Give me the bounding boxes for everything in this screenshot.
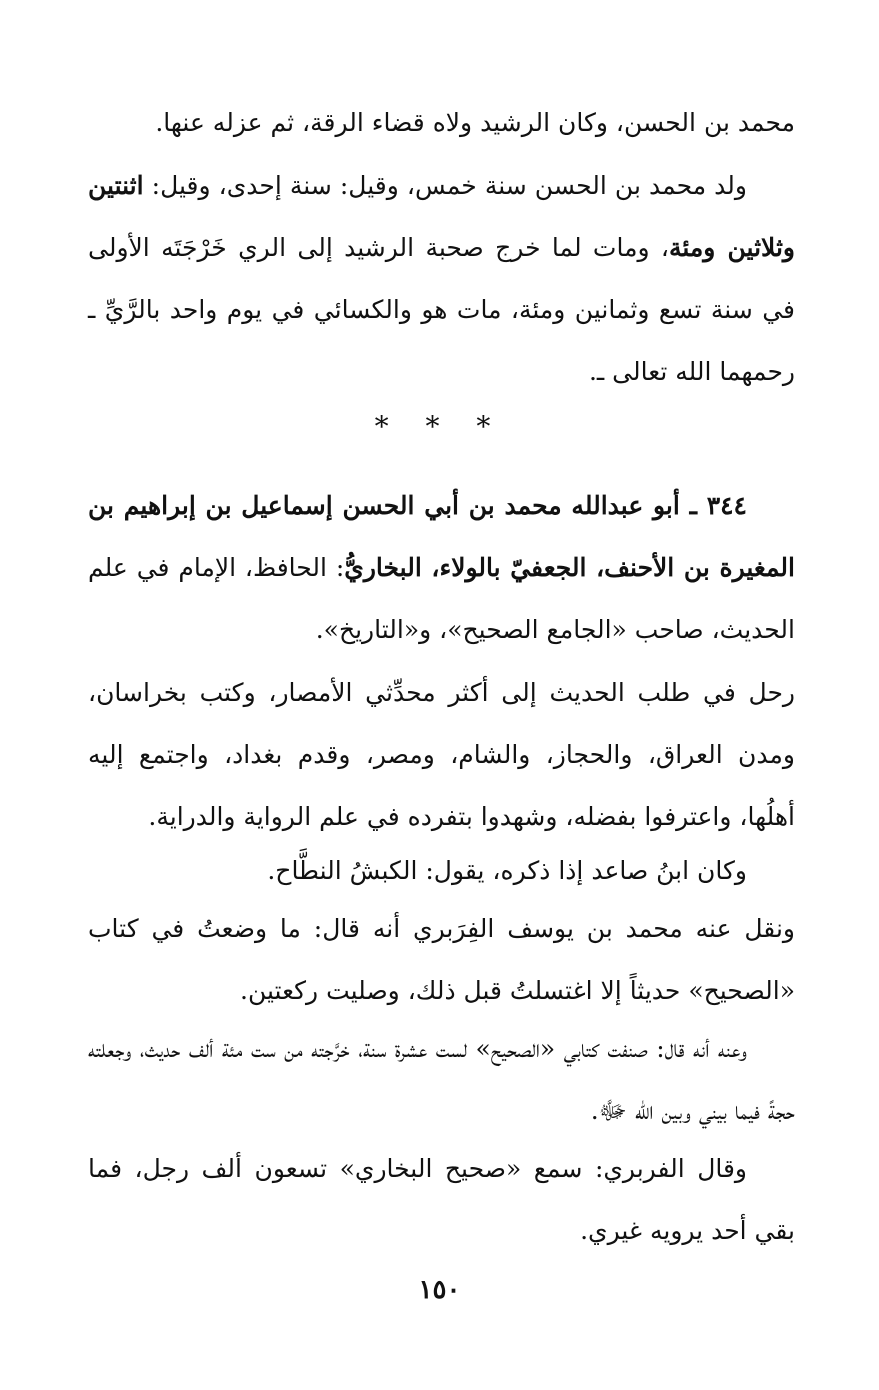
paragraph-text: محمد بن الحسن، وكان الرشيد ولاه قضاء الرقة، ثم عزله عنها. [155,108,795,137]
entry-heading: ٣٤٤ ـ أبو عبدالله محمد بن أبي الحسن إسماعيل بن إبراهيم بن المغيرة بن الأحنف، الجعفيّ بالولاء، البخاريُّ [88,491,795,582]
paragraph-text: ، ومات لما خرج صحبة الرشيد إلى الري خَرْجَتَه الأولى في سنة تسع وثمانين ومئة، مات هو والكسائي في يوم واحد بالرَّيِّ ـ رحمهما الله تعالى ـ. [88,233,795,386]
paragraph-firabri [88,898,795,1022]
paragraph-text: وكان ابنُ صاعد إذا ذكره، يقول: الكبشُ النطَّاح. [267,856,747,885]
paragraph-text: ولد محمد بن الحسن سنة خمس، وقيل: سنة إحدى، وقيل: [143,171,747,200]
paragraph-text: رحل في طلب الحديث إلى أكثر محدِّثي الأمصار، وكتب بخراسان، ومدن العراق، والحجاز، والشام، ومصر، وقدم بغداد، واجتمع إليه أهلُها، واعترفوا بفضله، وشهدوا بتفرده في علم الرواية والدراية. [88,678,795,831]
paragraph-transmitters [88,1138,795,1262]
entry-description: : الحافظ، الإمام في علم الحديث، صاحب «الجامع الصحيح»، و«التاريخ». [88,553,795,644]
page-number: ١٥٠ [418,1275,461,1305]
paragraph-ibn-saad [88,840,795,902]
paragraph-travels [88,662,795,848]
entry-heading-paragraph [88,475,795,661]
paragraph-birth-death [88,155,795,403]
paragraph-compilation [88,1018,795,1142]
section-separator-stars: * * * [374,410,505,443]
paragraph-text: وعنه أنه قال: صنفت كتابي «الصحيح» لست عشرة سنة، خرَّجته من ست مئة ألف حديث، وجعلته حجةً فيما بيني وبين الله ﷻ. [88,1034,795,1125]
paragraph-continuation [88,92,795,154]
paragraph-text: وقال الفربري: سمع «صحيح البخاري» تسعون ألف رجل، فما بقي أحد يرويه غيري. [88,1154,795,1245]
bold-phrase: اثنتين وثلاثين ومئة [88,171,795,262]
paragraph-text: ونقل عنه محمد بن يوسف الفِرَبري أنه قال: ما وضعتُ في كتاب «الصحيح» حديثاً إلا اغتسلتُ قبل ذلك، وصليت ركعتين. [88,914,795,1005]
